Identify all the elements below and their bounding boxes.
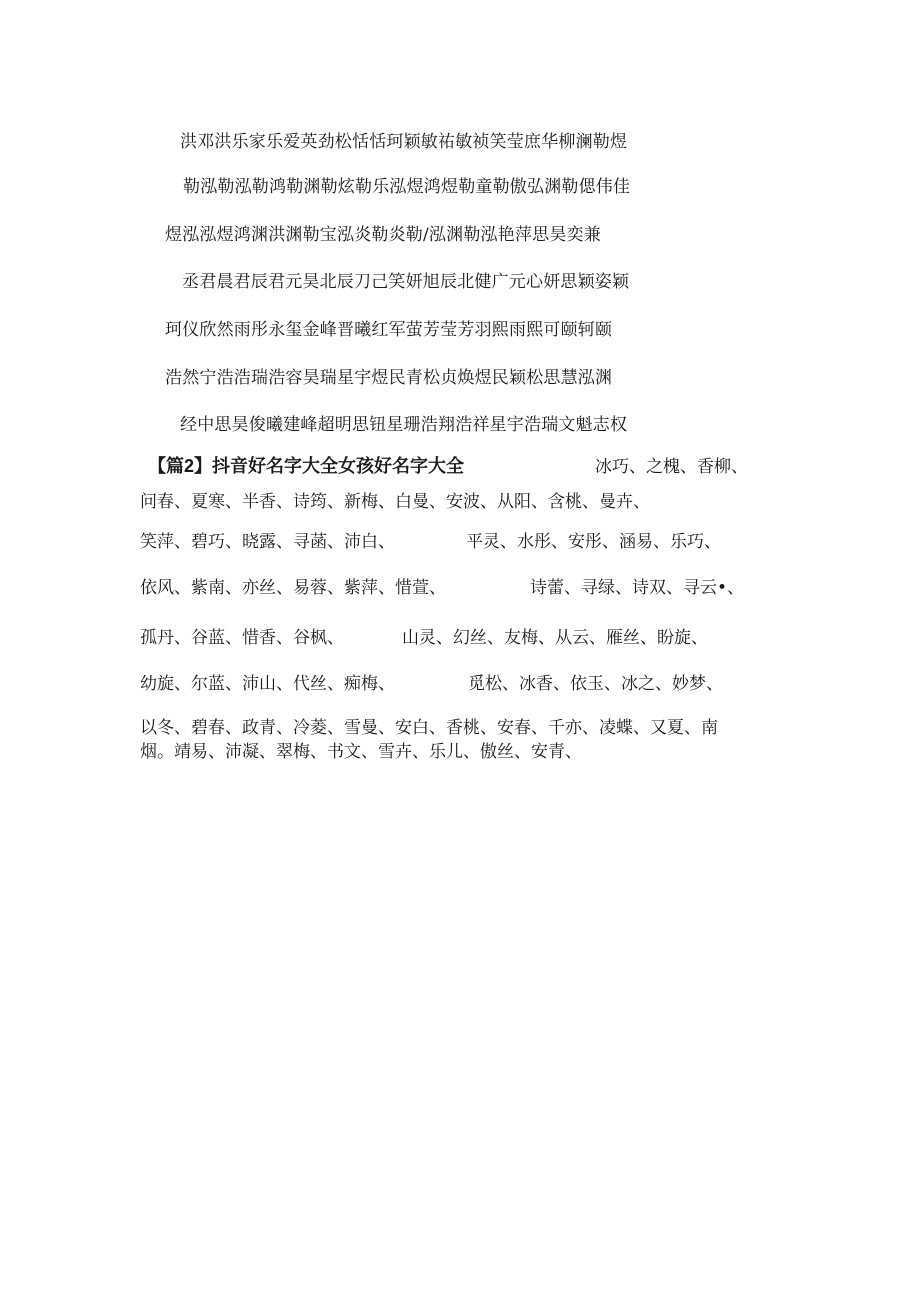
name-line-3: 煜泓泓煜鸿渊洪渊勒宝泓炎勒炎勒/泓渊勒泓艳萍思昊奕兼 xyxy=(165,225,601,245)
name-line-7: 经中思昊俊曦建峰超明思钮星珊浩翔浩祥星宇浩瑞文魁志权 xyxy=(180,415,628,435)
list-row-1-left: 问春、夏寒、半香、诗筠、新梅、白曼、安波、从阳、含桃、曼卉、 xyxy=(140,492,650,512)
list-row-4-right: 山灵、幻丝、友梅、从云、雁丝、盼旋、 xyxy=(402,628,708,648)
list-row-4-left: 孤丹、谷蓝、惜香、谷枫、 xyxy=(140,628,344,648)
list-row-2-right: 平灵、水彤、安彤、涵易、乐巧、 xyxy=(466,532,721,552)
name-line-2: 勒泓勒泓勒鸿勒渊勒炫勒乐泓煜鸿煜勒童勒傲弘渊勒偲伟佳 xyxy=(183,177,631,197)
section-heading: 【篇2】抖音好名字大全女孩好名字大全 xyxy=(148,456,465,476)
paragraph-line-2: 烟。靖易、沛凝、翠梅、书文、雪卉、乐儿、傲丝、安青、 xyxy=(140,742,582,762)
list-row-3-left: 依风、紫南、亦丝、易蓉、紫萍、惜萱、 xyxy=(140,578,446,598)
name-line-4: 丞君晨君辰君元昊北辰刀己笑妍旭辰北健广元心妍思颖姿颖 xyxy=(182,272,630,292)
name-line-6: 浩然宁浩浩瑞浩容昊瑞星宇煜民青松贞焕煜民颖松思慧泓渊 xyxy=(165,368,613,388)
name-line-5: 珂仪欣然雨彤永玺金峰晋曦红军萤芳莹芳羽熙雨熙可颐轲颐 xyxy=(165,320,613,340)
name-line-1: 洪邓洪乐家乐爱英劲松恬恬珂颖敏祐敏祯笑莹庶华柳澜勒煜 xyxy=(180,132,628,152)
list-row-2-left: 笑萍、碧巧、晓露、寻菡、沛白、 xyxy=(140,532,395,552)
paragraph-line-1: 以冬、碧春、政青、冷菱、雪曼、安白、香桃、安春、千亦、凌蝶、又夏、南 xyxy=(140,718,718,738)
heading-line-tail: 冰巧、之槐、香柳、 xyxy=(595,457,748,477)
list-row-5-left: 幼旋、尔蓝、沛山、代丝、痴梅、 xyxy=(140,674,395,694)
list-row-5-right: 觅松、冰香、依玉、冰之、妙梦、 xyxy=(468,674,723,694)
list-row-3-right: 诗蕾、寻绿、诗双、寻云•、 xyxy=(530,578,745,598)
